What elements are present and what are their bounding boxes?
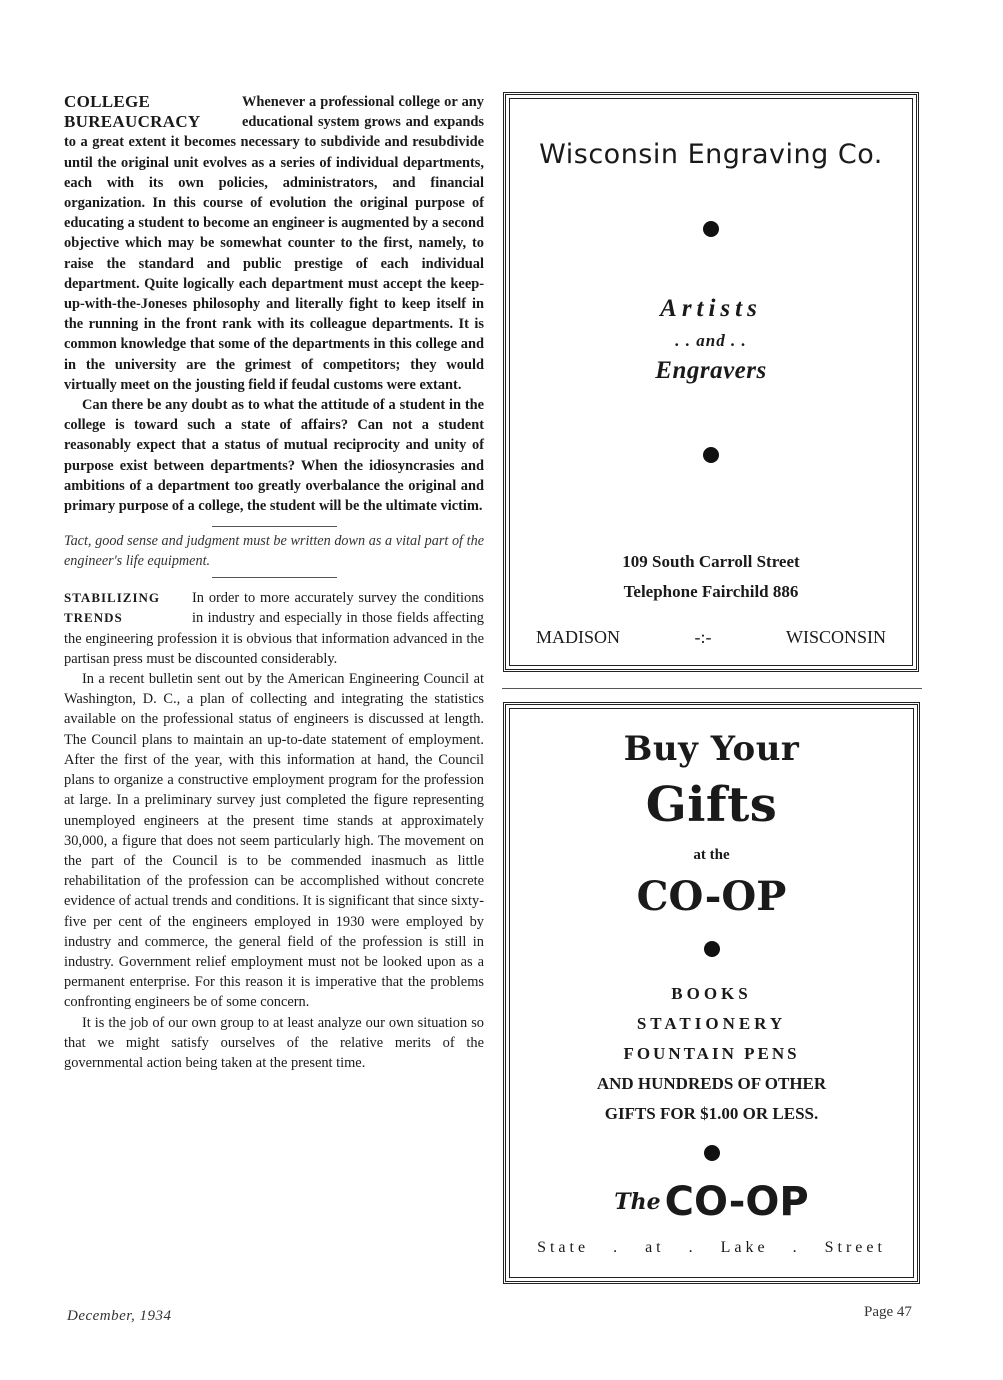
divider-rule [212, 526, 337, 527]
article-heading [64, 588, 184, 628]
ad-phone: Telephone Fairchild 886 [623, 582, 799, 601]
ad-city: MADISON [536, 627, 621, 647]
bullet-icon [510, 1145, 913, 1161]
ad-artists: Artists [660, 295, 762, 322]
wisconsin-engraving-ad [503, 92, 919, 672]
article-paragraph: It is the job of our own group to at least analyze our own situation so that we might satisfy ourselves of the relative merits of the governmental action being taken at the present time. [64, 1014, 484, 1071]
left-column [64, 92, 484, 1073]
column-divider [502, 688, 922, 689]
ad-item: FOUNTAIN PENS [623, 1044, 800, 1063]
ad-and: . . and . . [675, 331, 747, 350]
ad-item-list [510, 979, 913, 1129]
heading-line: COLLEGE [64, 92, 151, 111]
ad-location-row [536, 627, 886, 648]
ad-item: STATIONERY [636, 1014, 787, 1033]
article-heading [64, 92, 234, 132]
bullet-icon [510, 941, 913, 957]
ad-gifts: Gifts [645, 777, 778, 833]
article-paragraph: Whenever a professional college or any educational system grows and expands to a great extent it becomes necessary to subdivide and resubdivide until the original unit evolves as a series of individual departments, each with its own policies, administrators, and financial organization. In this course of evolution the original purpose of educating a student to become an engineer is augmented by a second objective which may be somewhat counter to the first, namely, to raise the standard and public prestige of each individual department. Quite logically each department must accept the keep-up-with-the-Joneses philosophy and literally fight to keep itself in the running in the front rank with its colleague departments. It is common knowledge that some of the departments in this college and in the university are the grimest of competitors; they would virtually meet on the jousting field if feudal customs were extant. [64, 94, 484, 393]
pull-quote: Tact, good sense and judgment must be written down as a vital part of the engineer's life equipment. [64, 533, 484, 570]
heading-line: BUREAUCRACY [64, 112, 201, 131]
heading-line: TRENDS [64, 610, 123, 626]
ad-item: GIFTS FOR $1.00 OR LESS. [604, 1104, 819, 1123]
ad-coop-signature [510, 1179, 913, 1225]
ad-engravers: Engravers [655, 357, 767, 384]
ad-at-the: at the [693, 847, 730, 863]
ad-item: BOOKS [671, 984, 752, 1003]
ad-buy-your: Buy Your [623, 729, 800, 769]
article-paragraph: Can there be any doubt as to what the attitude of a student in the college is toward such a state of affairs? Can not a student reasonably expect that a status of mutual reciprocity and unity of purpose exist between departments? When the idiosyncrasies and ambitions of a department too greatly overbalance the original and primary purpose of a college, the student will be the ultimate victim. [64, 397, 484, 515]
ad-item: AND HUNDREDS OF OTHER [596, 1074, 827, 1093]
ad-state: WISCONSIN [785, 627, 886, 647]
bullet-icon [510, 447, 912, 463]
article-paragraph: In order to more accurately survey the conditions in industry and especially in those fields affecting the engineering profession it is obvious that information advanced in the partisan press must be discounted considerably. [64, 590, 484, 667]
ad-separator: -:- [694, 627, 712, 647]
divider-rule [212, 577, 337, 578]
ad-address: 109 South Carroll Street [622, 552, 800, 571]
ad-coop-big: CO-OP [664, 1179, 809, 1225]
bullet-icon [510, 221, 912, 237]
stabilizing-trends-article [64, 588, 484, 1073]
ad-address-block [510, 547, 912, 607]
footer-page-number: Page 47 [864, 1304, 912, 1320]
ad-street: State . at . Lake . Street [537, 1239, 886, 1256]
article-paragraph: In a recent bulletin sent out by the American Engineering Council at Washington, D. C., a plan of collecting and integrating the statistics available on the professional status of engineers is discussed at length. The Council plans to maintain an up-to-date statement of employment. After the first of the year, with this information at hand, the Council plans to organize a constructive employment program for the profession at large. In a preliminary survey just completed the figure representing unemployed engineers at the present time stands at approximately 30,000, a figure that does not seem particularly high. The movement on the part of the Council is to be commended inasmuch as little rehabilitation of the profession can be accomplished without concrete evidence of actual trends and conditions. It is significant that since sixty-five per cent of the engineers employed in 1930 were employed by industry and commerce, the general field of the profession is still in industry. Government relief employment must not be looked upon as a permanent enterprise. For this reason it is imperative that the problems confronting engineers be of some concern. [64, 671, 484, 1011]
footer-date: December, 1934 [67, 1308, 172, 1324]
college-bureaucracy-article [64, 92, 484, 516]
ad-the: The [614, 1189, 661, 1215]
heading-line: STABILIZING [64, 590, 161, 606]
coop-ad [503, 702, 920, 1284]
ad-title: Wisconsin Engraving Co. [539, 139, 883, 170]
ad-coop: CO-OP [636, 873, 787, 920]
